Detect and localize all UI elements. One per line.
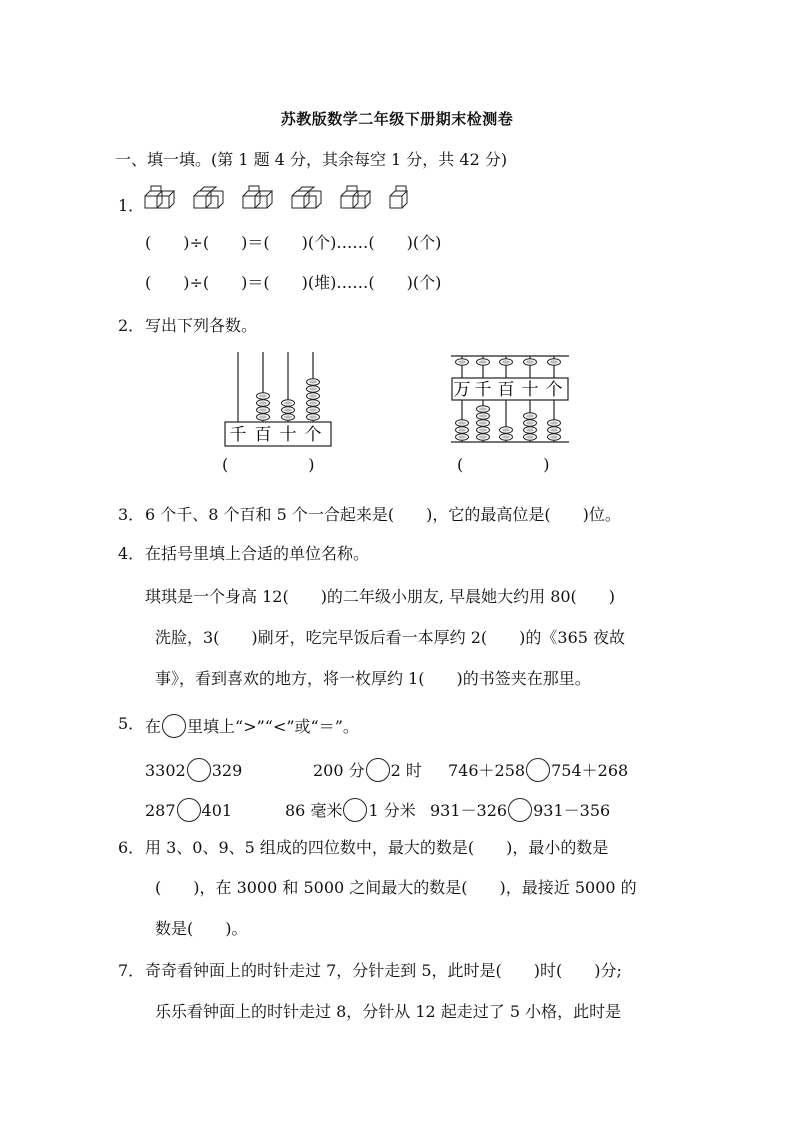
question-number: 6． [118, 838, 145, 857]
division-blank-row-2[interactable]: ( )÷( )＝( )(堆)……( )(个) [145, 273, 442, 292]
abacus-bead-shade [479, 428, 487, 431]
question-text-line: 事》，看到喜欢的地方，将一枚厚约 1( )的书签夹在那里。 [155, 669, 591, 688]
abacus-bead-shade [479, 414, 487, 417]
division-blank-row-1[interactable]: ( )÷( )＝( )(个)……( )(个) [145, 233, 442, 252]
comparison-right: 754＋268 [551, 761, 629, 780]
cube-group [341, 186, 370, 208]
comparison-right: 401 [201, 801, 233, 820]
abacus-bead-shade [550, 435, 558, 438]
comparison-right: 2 时 [390, 761, 422, 780]
abacus-bead-shade [550, 428, 558, 431]
abacus-bead-shade [479, 435, 487, 438]
question-text: 6 个千、8 个百和 5 个一合起来是( )，它的最高位是( )位。 [145, 505, 621, 524]
abacus-bead-shade [550, 360, 558, 363]
abacus-place-label: 个 [545, 380, 563, 400]
question-text-line: 洗脸，3( )刷牙，吃完早饭后看一本厚约 2( )的《365 夜故 [155, 628, 626, 647]
question-number: 1． [118, 196, 145, 215]
cube-group [145, 186, 174, 208]
abacus-bead-shade [259, 394, 267, 397]
question-text: 写出下列各数。 [145, 316, 258, 335]
comparison-circle[interactable] [508, 798, 532, 822]
comparison-item [145, 798, 232, 822]
abacus-bead-shade [526, 435, 534, 438]
comparison-left: 200 分 [313, 761, 365, 780]
cube-group [390, 186, 407, 208]
question-text-line: 乐乐看钟面上的时针走过 8，分针从 12 起走过了 5 小格，此时是 [155, 1002, 622, 1021]
abacus-bead-shade [259, 401, 267, 404]
answer-blank[interactable]: ( ) [457, 455, 550, 474]
abacus-thousands [222, 352, 334, 450]
abacus-bead-shade [284, 408, 292, 411]
comparison-right: 329 [211, 761, 243, 780]
abacus-bead-shade [479, 360, 487, 363]
question-number: 2． [118, 316, 145, 335]
cube-group [292, 187, 321, 208]
comparison-circle[interactable] [366, 758, 390, 782]
abacus-bead-shade [309, 380, 317, 383]
abacus-bead-shade [309, 387, 317, 390]
abacus-bead-shade [284, 415, 292, 418]
instruction-part: 在 [145, 717, 162, 736]
abacus-ten-thousands [451, 354, 571, 446]
question-number: 3． [118, 505, 145, 524]
cube-group [243, 186, 272, 208]
abacus-bead-shade [259, 408, 267, 411]
comparison-right: 931－356 [533, 801, 611, 820]
abacus-bead-shade [309, 408, 317, 411]
question-text: 在括号里填上合适的单位名称。 [145, 544, 370, 563]
abacus-bead-shade [309, 394, 317, 397]
abacus-bead-shade [284, 401, 292, 404]
comparison-left: 86 毫米 [285, 801, 343, 820]
abacus-bead-shade [309, 415, 317, 418]
abacus-bead-shade [309, 401, 317, 404]
question-text-line: 奇奇看钟面上的时针走过 7，分针走到 5，此时是( )时( )分; [145, 961, 622, 980]
comparison-left: 746＋258 [448, 761, 526, 780]
abacus-bead-shade [479, 407, 487, 410]
page-title: 苏教版数学二年级下册期末检测卷 [280, 110, 514, 128]
abacus-bead-shade [458, 428, 466, 431]
comparison-left: 931－326 [430, 801, 508, 820]
section-heading: 一、填一填。(第 1 题 4 分，其余每空 1 分，共 42 分) [115, 150, 508, 169]
abacus-bead-shade [259, 415, 267, 418]
question-number: 4． [118, 544, 145, 563]
question-text-line: ( )，在 3000 和 5000 之间最大的数是( )，最接近 5000 的 [155, 878, 637, 897]
abacus-place-label: 十 [279, 425, 297, 445]
comparison-circle[interactable] [526, 758, 550, 782]
abacus-bead-shade [502, 435, 510, 438]
comparison-item [430, 798, 610, 822]
answer-blank[interactable]: ( ) [222, 455, 315, 474]
question-number: 7． [118, 961, 145, 980]
comparison-right: 1 分米 [368, 801, 416, 820]
abacus-bead-shade [526, 414, 534, 417]
abacus-place-label: 个 [304, 425, 322, 445]
comparison-item [285, 798, 416, 822]
question-number: 5． [118, 714, 145, 733]
abacus-bead-shade [458, 360, 466, 363]
abacus-place-label: 万 [453, 380, 471, 400]
abacus-place-label: 千 [474, 380, 492, 400]
abacus-bead-shade [502, 360, 510, 363]
question-text-line: 数是( )。 [155, 919, 248, 938]
comparison-circle[interactable] [187, 758, 211, 782]
abacus-bead-shade [550, 421, 558, 424]
abacus-place-label: 十 [521, 380, 539, 400]
comparison-left: 3302 [145, 761, 186, 780]
abacus-place-label: 千 [229, 425, 247, 445]
comparison-item [145, 758, 242, 782]
cube-group [194, 187, 223, 208]
abacus-bead-shade [526, 421, 534, 424]
abacus-bead-shade [479, 421, 487, 424]
abacus-bead-shade [458, 421, 466, 424]
comparison-item [313, 758, 422, 782]
question-text-line: 用 3、0、9、5 组成的四位数中，最大的数是( )，最小的数是 [145, 838, 609, 857]
comparison-left: 287 [145, 801, 176, 820]
abacus-bead-shade [526, 360, 534, 363]
abacus-bead-shade [502, 428, 510, 431]
comparison-circle[interactable] [343, 798, 367, 822]
comparison-item [448, 758, 628, 782]
comparison-circle-icon [162, 714, 186, 738]
abacus-bead-shade [526, 428, 534, 431]
instruction-part: 里填上“>”“<”或“＝”。 [187, 717, 359, 736]
abacus-bead-shade [458, 435, 466, 438]
question-text [145, 714, 359, 738]
comparison-circle[interactable] [177, 798, 201, 822]
abacus-place-label: 百 [497, 380, 515, 400]
abacus-place-label: 百 [254, 425, 272, 445]
question-text-line: 琪琪是一个身高 12( )的二年级小朋友, 早晨她大约用 80( ) [145, 587, 616, 606]
cube-group-figures [143, 186, 418, 212]
